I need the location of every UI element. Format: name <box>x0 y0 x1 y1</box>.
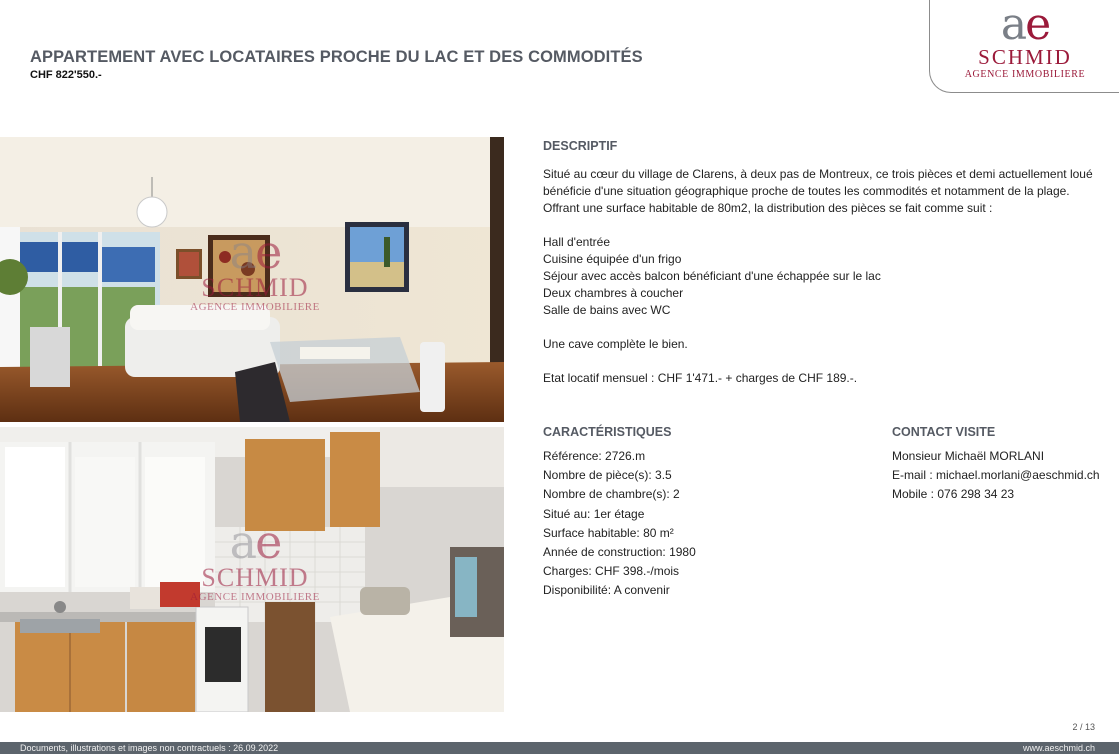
caracteristique-item: Situé au: 1er étage <box>543 506 645 521</box>
logo-name: SCHMID <box>978 45 1072 69</box>
page-number: 2 / 13 <box>1072 722 1095 732</box>
photo-watermark: ae SCHMID AGENCE IMMOBILIERE <box>190 225 320 313</box>
caracteristiques-heading: CARACTÉRISTIQUES <box>543 425 672 439</box>
agency-logo[interactable] <box>929 0 1119 93</box>
photo-kitchen <box>0 427 504 712</box>
caracteristiques-list <box>543 447 696 601</box>
room-item: Salle de bains avec WC <box>543 303 671 317</box>
photo-living-room <box>0 137 504 422</box>
room-item: Séjour avec accès balcon bénéficiant d'une échappée sur le lac <box>543 269 881 283</box>
logo-tagline: AGENCE IMMOBILIERE <box>964 69 1086 80</box>
contact-name: Monsieur Michaël MORLANI <box>892 449 1045 463</box>
caracteristique-item: Disponibilité: A convenir <box>543 583 670 598</box>
descriptif-line: bénéficie d'une situation géographique proche de toutes les commodités et notamment de la plage. <box>543 184 1070 198</box>
caracteristique-item: Surface habitable: 80 m² <box>543 525 674 540</box>
logo-monogram: ae <box>1000 0 1050 50</box>
etat-locatif-text: Etat locatif mensuel : CHF 1'471.- + charges de CHF 189.-. <box>543 371 858 385</box>
descriptif-line: Offrant une surface habitable de 80m2, la distribution des pièces se fait comme suit : <box>543 201 993 215</box>
footer-bar <box>0 742 1119 754</box>
cave-text: Une cave complète le bien. <box>543 337 688 351</box>
caracteristique-item: Année de construction: 1980 <box>543 545 696 560</box>
room-item: Hall d'entrée <box>543 235 610 249</box>
photo-watermark: ae SCHMID AGENCE IMMOBILIERE <box>190 515 320 603</box>
listing-title: APPARTEMENT AVEC LOCATAIRES PROCHE DU LAC ET DES COMMODITÉS <box>30 48 643 66</box>
caracteristique-item: Nombre de chambre(s): 2 <box>543 487 680 502</box>
caracteristique-item: Référence: 2726.m <box>543 449 646 463</box>
room-item: Cuisine équipée d'un frigo <box>543 252 682 266</box>
room-item: Deux chambres à coucher <box>543 286 684 300</box>
footer-disclaimer: Documents, illustrations et images non contractuels : 26.09.2022 <box>20 743 279 753</box>
contact-phone[interactable]: Mobile : 076 298 34 23 <box>892 487 1015 502</box>
contact-list <box>892 447 1100 505</box>
contact-heading: CONTACT VISITE <box>892 425 996 439</box>
descriptif-line: Situé au cœur du village de Clarens, à deux pas de Montreux, ce trois pièces et demi actuellement loué <box>543 167 1093 181</box>
contact-email-link[interactable]: E-mail : michael.morlani@aeschmid.ch <box>892 468 1100 483</box>
caracteristique-item: Charges: CHF 398.-/mois <box>543 564 680 579</box>
footer-website-link[interactable]: www.aeschmid.ch <box>1022 743 1095 753</box>
listing-price: CHF 822'550.- <box>30 69 102 81</box>
caracteristique-item: Nombre de pièce(s): 3.5 <box>543 468 672 483</box>
descriptif-text <box>543 166 1093 387</box>
descriptif-heading: DESCRIPTIF <box>543 139 618 153</box>
